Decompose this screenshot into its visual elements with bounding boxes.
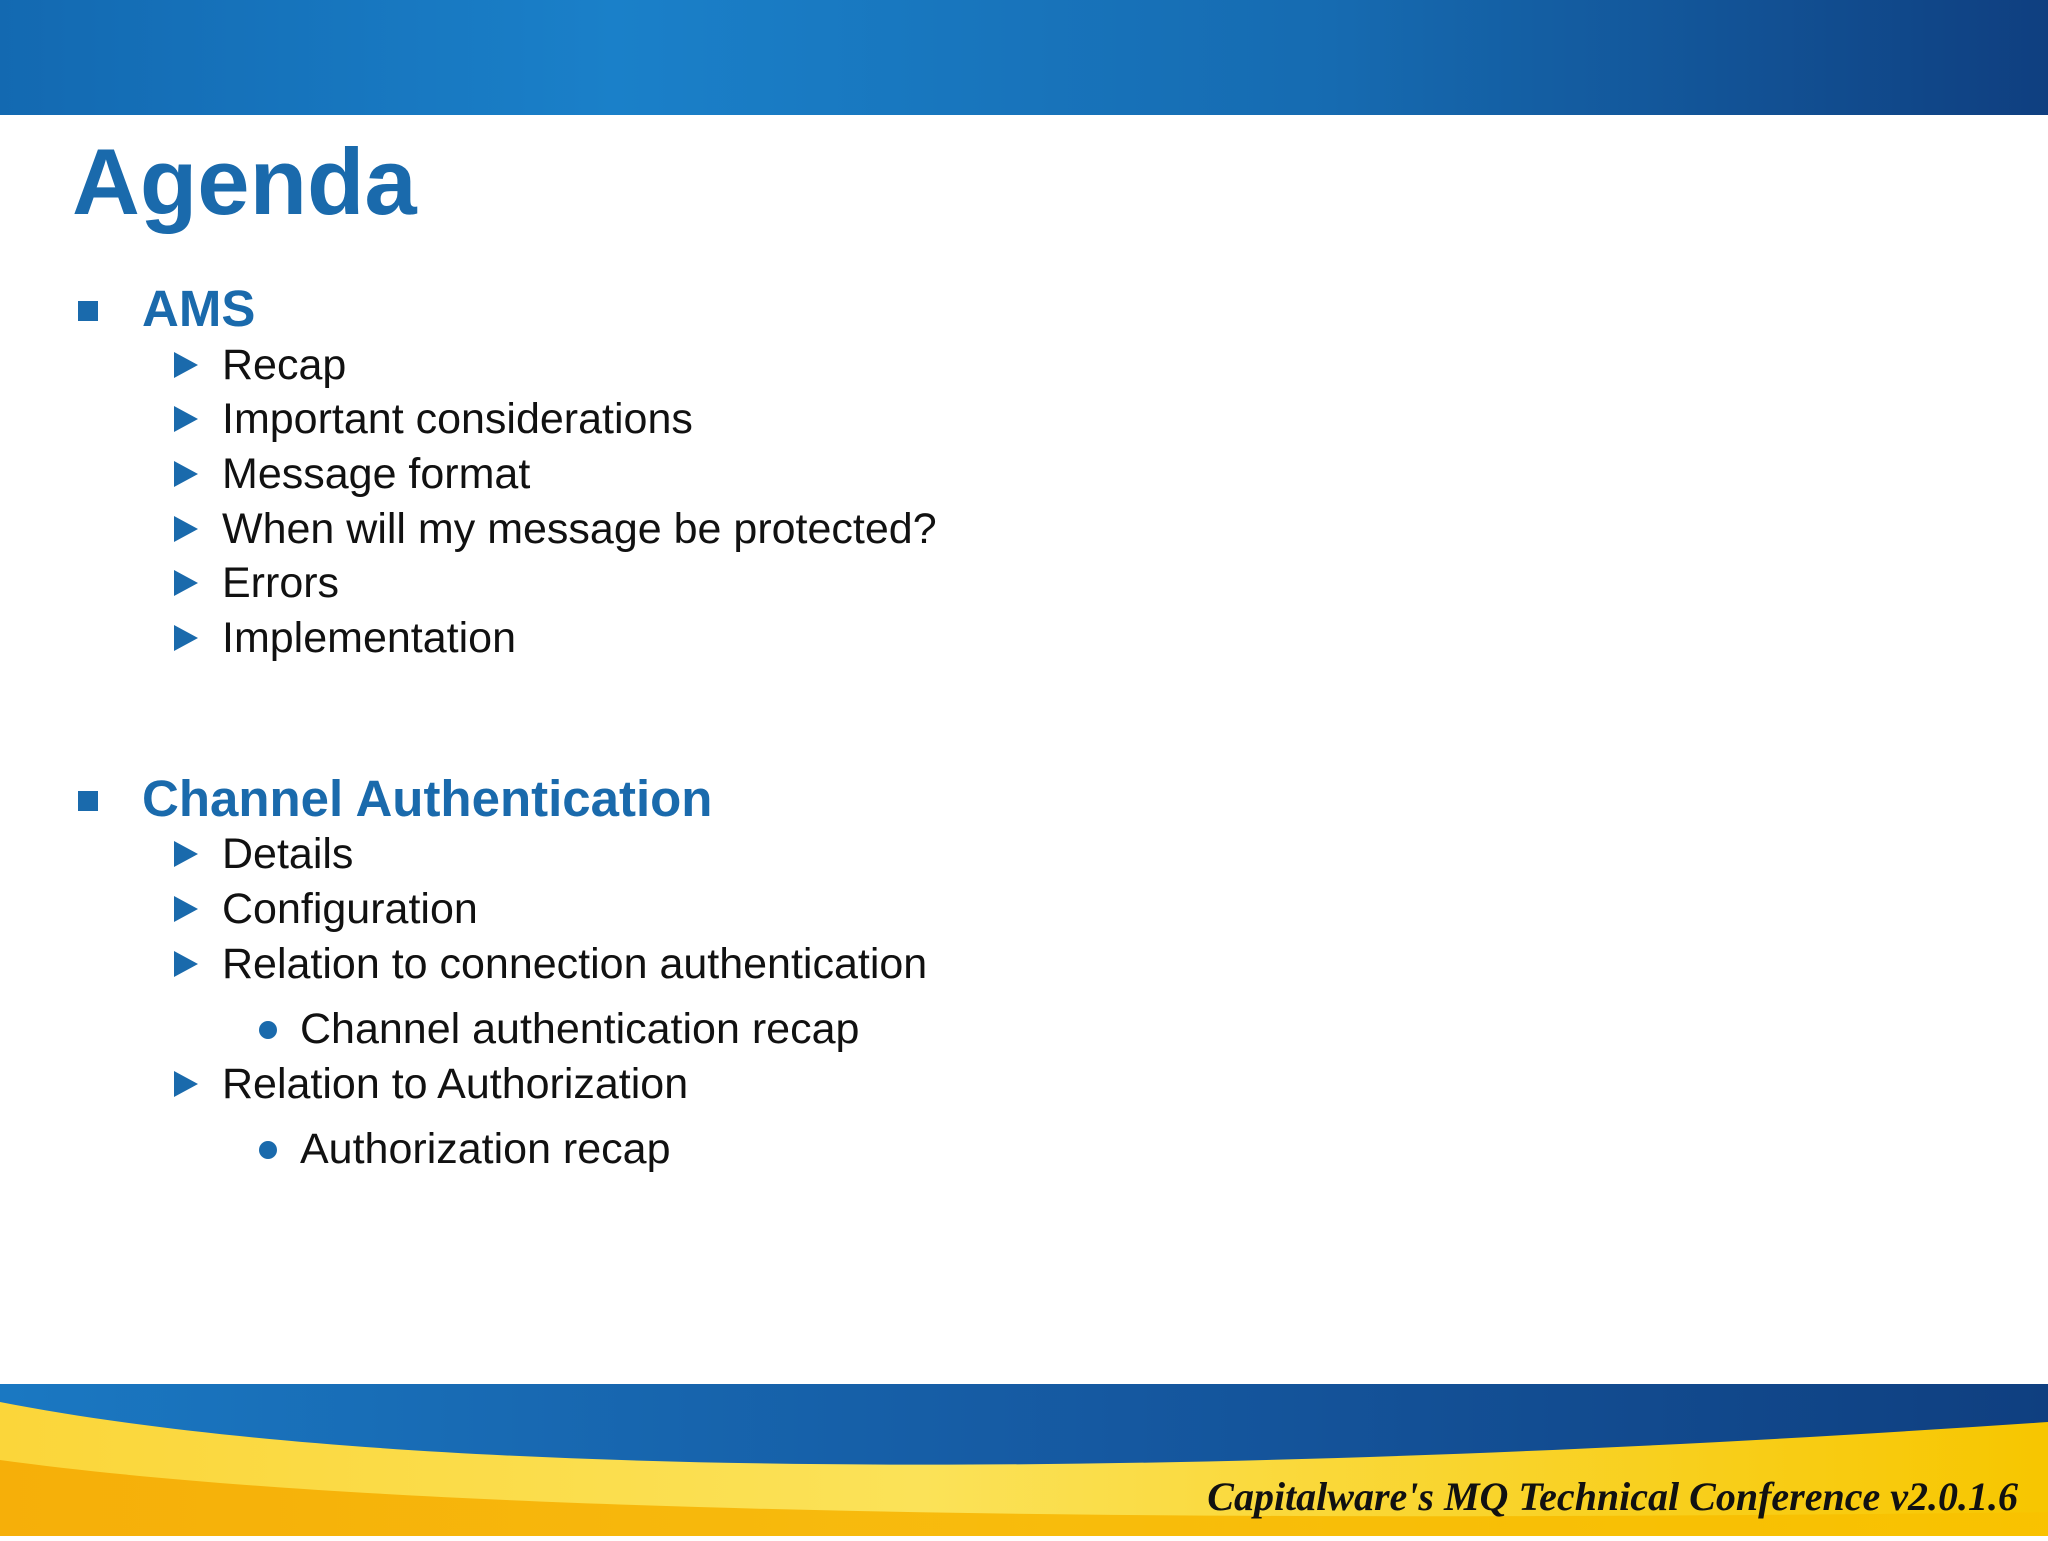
square-bullet-icon	[78, 301, 98, 321]
list-item-label: Details	[222, 830, 354, 878]
sub-list-item-label: Channel authentication recap	[300, 1005, 860, 1053]
list-item-label: When will my message be protected?	[222, 505, 937, 553]
list-item	[0, 555, 1200, 611]
section-heading	[0, 769, 1200, 829]
footer-band	[0, 1384, 2048, 1536]
list-item-label: Recap	[222, 341, 347, 389]
slide-title: Agenda	[72, 129, 417, 234]
list-item-label: Configuration	[222, 885, 478, 933]
list-item	[0, 881, 1200, 937]
triangle-bullet-icon	[174, 461, 198, 487]
triangle-bullet-icon	[174, 570, 198, 596]
list-item	[0, 337, 1200, 393]
header-band	[0, 0, 2048, 115]
list-item	[0, 826, 1200, 882]
list-item	[0, 936, 1200, 992]
footer-conference-label: Capitalware's MQ Technical Conference v2.0.1.6	[1207, 1474, 2018, 1519]
list-item-label: Relation to Authorization	[222, 1060, 689, 1108]
list-item	[0, 501, 1200, 557]
triangle-bullet-icon	[174, 352, 198, 378]
section-title: AMS	[142, 280, 256, 337]
list-item-label: Errors	[222, 559, 340, 607]
square-bullet-icon	[78, 791, 98, 811]
list-item	[0, 391, 1200, 447]
sub-list-item-label: Authorization recap	[300, 1125, 671, 1173]
list-item-label: Important considerations	[222, 395, 693, 443]
section-title: Channel Authentication	[142, 770, 713, 827]
list-item-label: Implementation	[222, 614, 516, 662]
triangle-bullet-icon	[174, 625, 198, 651]
dot-bullet-icon	[259, 1021, 277, 1039]
triangle-bullet-icon	[174, 406, 198, 432]
triangle-bullet-icon	[174, 841, 198, 867]
list-item	[0, 1056, 1200, 1112]
list-item	[0, 610, 1200, 666]
triangle-bullet-icon	[174, 951, 198, 977]
list-item-label: Relation to connection authentication	[222, 940, 928, 988]
section-heading	[0, 279, 1200, 339]
dot-bullet-icon	[259, 1141, 277, 1159]
sub-list-item	[0, 1121, 1200, 1177]
sub-list-item	[0, 1001, 1200, 1057]
list-item-label: Message format	[222, 450, 531, 498]
triangle-bullet-icon	[174, 896, 198, 922]
list-item	[0, 446, 1200, 502]
triangle-bullet-icon	[174, 516, 198, 542]
triangle-bullet-icon	[174, 1071, 198, 1097]
